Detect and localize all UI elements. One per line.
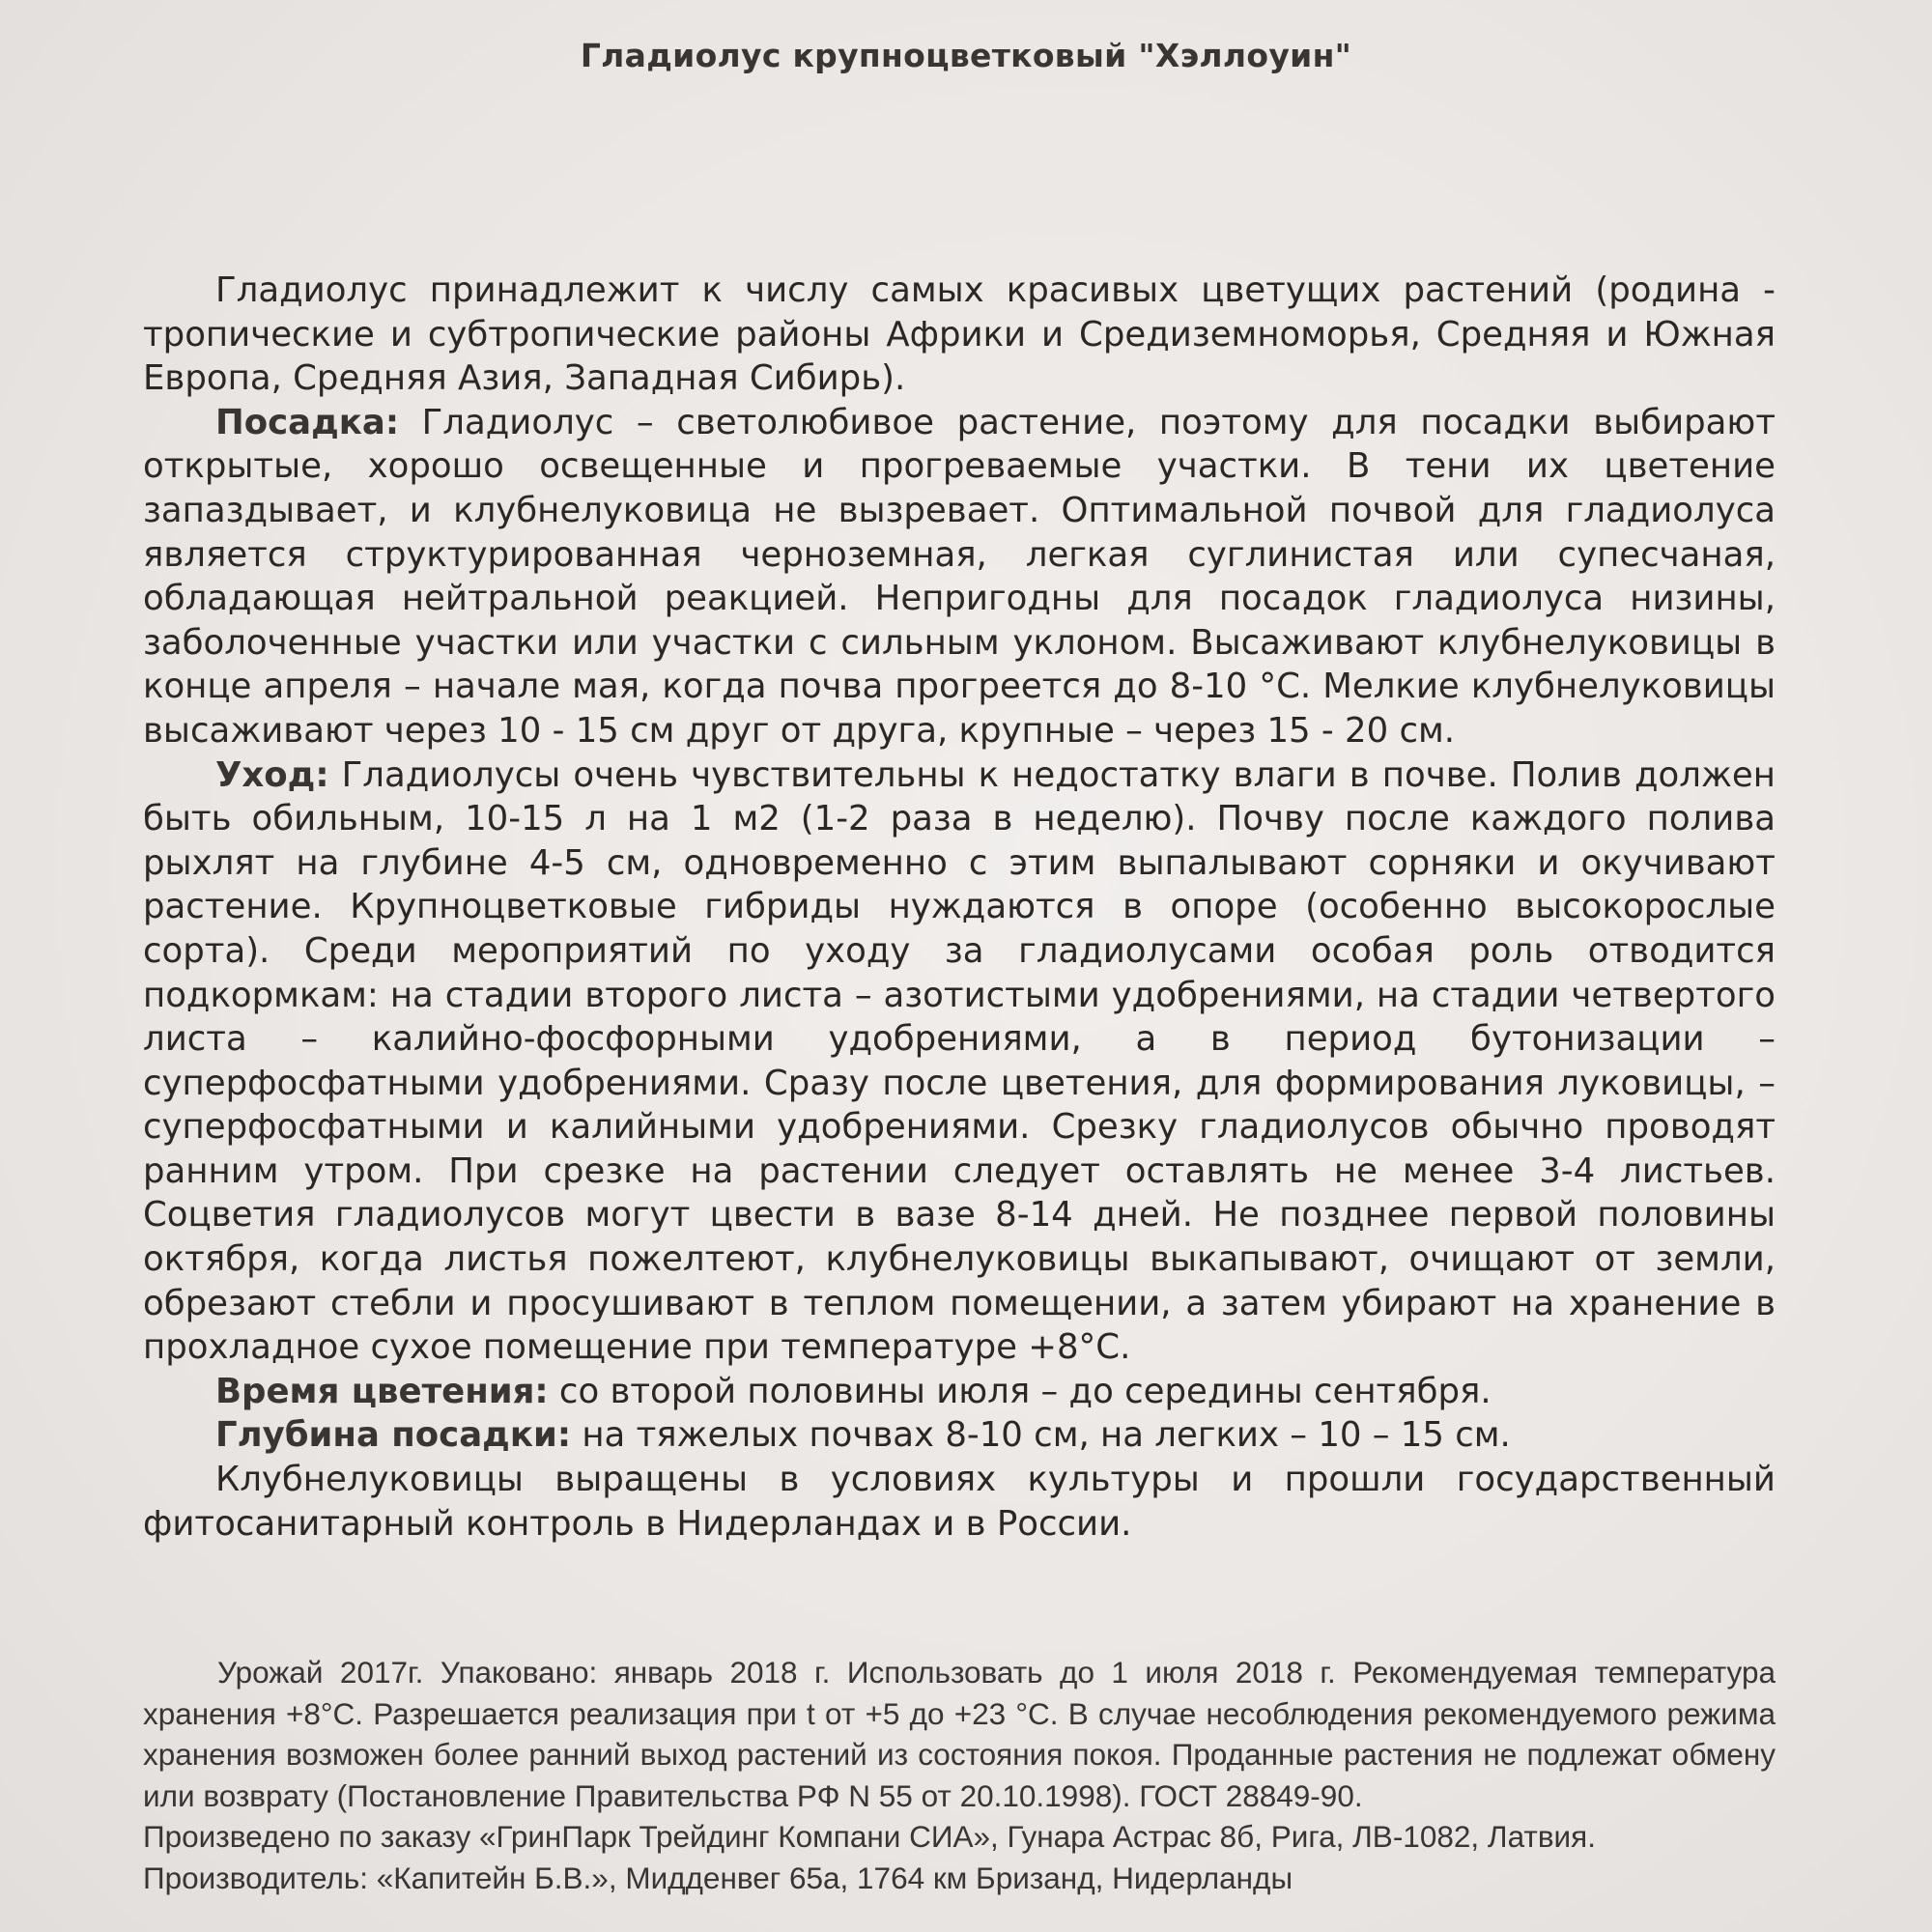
- planting-paragraph: [143, 401, 1776, 753]
- bloom-paragraph: [143, 1370, 1776, 1414]
- depth-paragraph: [143, 1413, 1776, 1458]
- bloom-label: Время цветения:: [215, 1371, 549, 1411]
- phytosanitary-paragraph: Клубнелуковицы выращены в условиях культуры и прошли государственный фитосанитарный контроль в Нидерландах и в России.: [143, 1460, 1776, 1544]
- planting-text: Гладиолус – светолюбивое растение, поэтому для посадки выбирают открытые, хорошо освещенные и прогреваемые участки. В тени их цветение запаздывает, и клубнелуковица не вызревает. Оптимальной почвой для гладиолуса является структурированная черноземная, легкая суглинистая или супесчаная, обладающая нейтральной реакцией. Непригодны для посадок гладиолуса низины, заболоченные участки или участки с сильным уклоном. Высаживают клубнелуковицы в конце апреля – начале мая, когда почва прогреется до 8-10 °С. Мелкие клубнелуковицы высаживают через 10 - 15 см друг от друга, крупные – через 15 - 20 см.: [143, 402, 1776, 751]
- planting-label: Посадка:: [215, 402, 400, 442]
- instructions-body: [143, 269, 1776, 1546]
- depth-label: Глубина посадки:: [215, 1415, 572, 1456]
- depth-text: на тяжелых почвах 8-10 см, на легких – 10 – 15 см.: [582, 1415, 1511, 1456]
- care-text: Гладиолусы очень чувствительны к недостатку влаги в почве. Полив должен быть обильным, 10-15 л на 1 м2 (1-2 раза в неделю). Почву после каждого полива рыхлят на глубине 4-5 см, одновременно с этим выпалывают сорняки и окучивают растение. Крупноцветковые гибриды нуждаются в опоре (особенно высокорослые сорта). Среди мероприятий по уходу за гладиолусами особая роль отводится подкормкам: на стадии второго листа – азотистыми удобрениями, на стадии четвертого листа – калийно-фосфорными удобрениями, а в период бутонизации – суперфосфатными удобрениями. Сразу после цветения, для формирования луковицы, – суперфосфатными и калийными удобрениями. Срезку гладиолусов обычно проводят ранним утром. При срезке на растении следует оставлять не менее 3-4 листьев. Соцветия гладиолусов могут цвести в вазе 8-14 дней. Не позднее первой половины октября, когда листья пожелтеют, клубнелуковицы выкапывают, очищают от земли, обрезают стебли и просушивают в теплом помещении, а затем убирают на хранение в прохладное сухое помещение при температуре +8°С.: [143, 754, 1776, 1368]
- bloom-text: со второй половины июля – до середины сентября.: [558, 1371, 1492, 1411]
- ordered-by-note: Произведено по заказу «ГринПарк Трейдинг Компани СИА», Гунара Астрас 8б, Рига, ЛВ-1082, Латвия.: [143, 1819, 1596, 1854]
- intro-paragraph: Гладиолус принадлежит к числу самых красивых цветущих растений (родина - тропические и субтропические районы Африки и Средиземноморья, Средняя и Южная Европа, Средняя Азия, Западная Сибирь).: [143, 270, 1776, 399]
- producer-note: Производитель: «Капитейн Б.В.», Мидденвег 65а, 1764 км Бризанд, Нидерланды: [143, 1860, 1293, 1895]
- product-title: Гладиолус крупноцветковый "Хэллоуин": [580, 37, 1352, 74]
- storage-note: Урожай 2017г. Упаковано: январь 2018 г. Использовать до 1 июля 2018 г. Рекомендуемая температура хранения +8°С. Разрешается реализация при t от +5 до +23 °С. В случае несоблюдения рекомендуемого режима хранения возможен более ранний выход растений из состояния покоя. Проданные растения не подлежат обмену или возврату (Постановление Правительства РФ N 55 от 20.10.1998). ГОСТ 28849-90.: [143, 1655, 1776, 1813]
- care-paragraph: [143, 753, 1776, 1370]
- care-label: Уход:: [215, 754, 329, 795]
- fine-print: [143, 1652, 1776, 1898]
